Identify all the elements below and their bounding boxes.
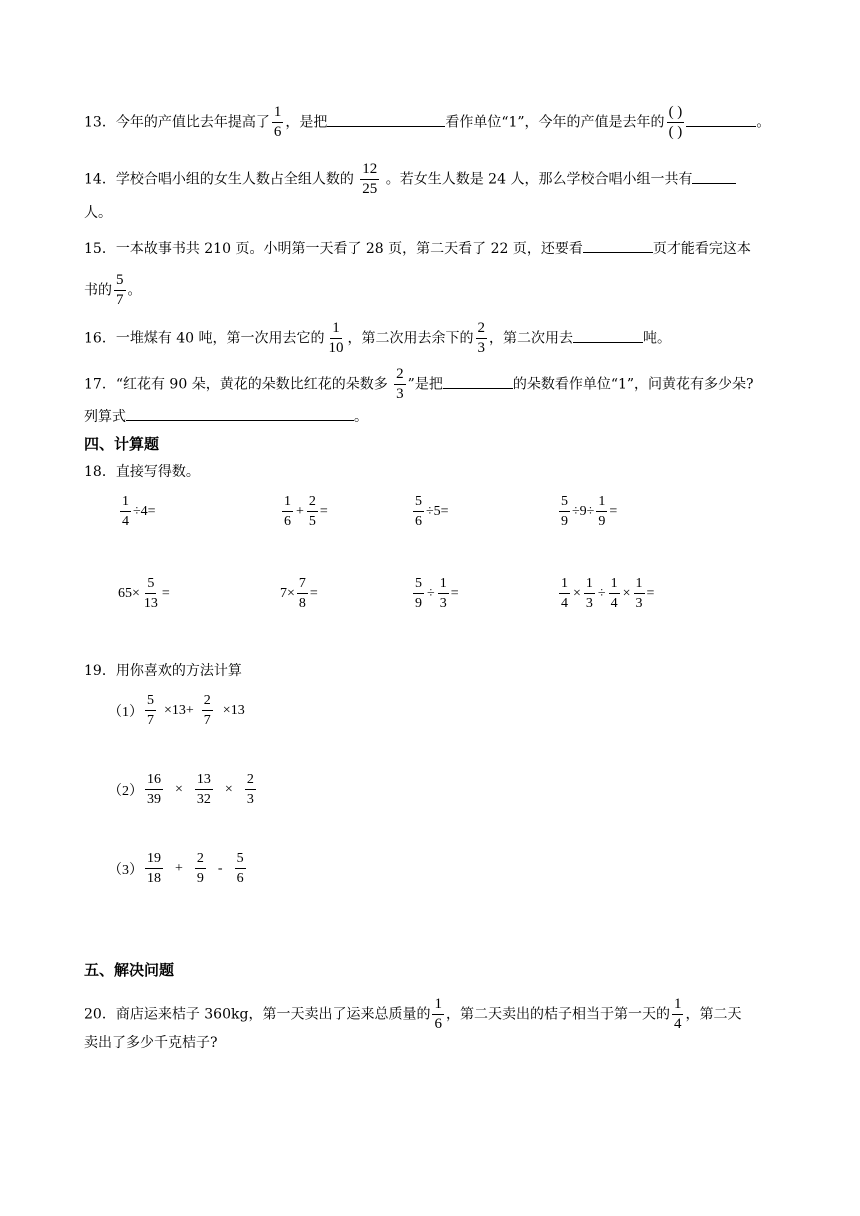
- question-number: 17．: [84, 376, 116, 393]
- question-18: 18．直接写得数。: [84, 464, 200, 480]
- fraction-blank[interactable]: $\frac{( )}{( )}$: [668, 104, 683, 140]
- fraction: $\frac{12}{25}$: [362, 161, 378, 197]
- fraction: $\frac{1}{6}$: [434, 996, 442, 1032]
- question-13: 13．今年的产值比去年提高了 $\frac{1}{6}$ ，是把 看作单位“1”，今年的产值是去年的 $\frac{( )}{( )}$ 。: [84, 104, 771, 140]
- fraction: $\frac{2}{3}$: [396, 366, 404, 402]
- calc-item: 7× $\frac{7}{8}$ =: [280, 576, 318, 611]
- fraction: $\frac{1}{4}$: [673, 996, 682, 1032]
- fraction: $\frac{1}{6}$: [273, 104, 282, 140]
- question-number: 16．: [84, 330, 116, 347]
- answer-blank[interactable]: [686, 112, 756, 127]
- answer-blank[interactable]: [443, 374, 513, 389]
- question-17: 17．“红花有 90 朵，黄花的朵数比红花的朵数多 $\frac{2}{3}$ ”是把 的朵数看作单位“1”，问黄花有多少朵?: [84, 366, 754, 402]
- calc-item: $\frac{1}{4}$ × $\frac{1}{3}$ ÷ $\frac{1}{4}$ × $\frac{1}{3}$ =: [561, 576, 655, 611]
- question-14-cont: 人。: [84, 205, 112, 221]
- question-number: 18．: [84, 464, 116, 480]
- answer-blank[interactable]: [583, 238, 653, 253]
- fraction: $\frac{1}{10}$: [328, 320, 344, 356]
- calc-item: $\frac{5}{6}$ ÷5=: [415, 494, 449, 529]
- question-15: 15．一本故事书共 210 页。小明第一天看了 28 页，第二天看了 22 页，还要看 页才能看完这本: [84, 238, 751, 259]
- calc-item: $\frac{5}{9}$ ÷ $\frac{1}{3}$ =: [415, 576, 459, 611]
- question-number: 19．: [84, 663, 116, 679]
- question-17-cont: 列算式 。: [84, 406, 368, 427]
- question-20: 20．商店运来桔子 360kg，第一天卖出了运来总质量的 $\frac{1}{6}$ ，第二天卖出的桔子相当于第一天的 $\frac{1}{4}$ ，第二天: [84, 996, 742, 1032]
- calc-item: $\frac{1}{6}$ + $\frac{2}{5}$ =: [284, 494, 328, 529]
- answer-blank[interactable]: [692, 169, 736, 184]
- question-number: 15．: [84, 241, 116, 257]
- calc-part-1: （1） $\frac{5}{7}$ ×13+ $\frac{2}{7}$ ×13: [108, 693, 245, 728]
- question-19: 19．用你喜欢的方法计算: [84, 663, 242, 679]
- fraction: $\frac{2}{3}$: [477, 320, 486, 356]
- question-14: 14．学校合唱小组的女生人数占全组人数的 $\frac{12}{25}$ 。若女生人数是 24 人，那么学校合唱小组一共有: [84, 161, 736, 198]
- answer-blank[interactable]: [327, 112, 445, 127]
- calc-item: $\frac{1}{4}$ ÷4=: [122, 494, 156, 529]
- fraction: $\frac{5}{7}$: [116, 272, 124, 308]
- calc-part-2: （2） $\frac{16}{39}$ × $\frac{13}{32}$ × $\frac{2}{3}$: [108, 772, 254, 807]
- question-number: 20．: [84, 1006, 116, 1023]
- answer-blank[interactable]: [573, 328, 643, 343]
- calc-item: 65× $\frac{5}{13}$ =: [118, 576, 170, 611]
- answer-blank-formula[interactable]: [126, 406, 354, 421]
- section-heading-calculation: 四、计算题: [84, 435, 160, 453]
- question-16: 16．一堆煤有 40 吨，第一次用去它的 $\frac{1}{10}$ ，第二次用去余下的 $\frac{2}{3}$ ，第二次用去 吨。: [84, 320, 672, 356]
- question-number: 13．: [84, 114, 116, 131]
- calc-item: $\frac{5}{9}$ ÷9÷ $\frac{1}{9}$ =: [561, 494, 618, 529]
- calc-part-3: （3） $\frac{19}{18}$ + $\frac{2}{9}$ - $\frac{5}{6}$: [108, 851, 244, 886]
- question-15-cont: 书的 $\frac{5}{7}$ 。: [84, 272, 142, 308]
- question-20-cont: 卖出了多少千克桔子?: [84, 1035, 218, 1051]
- question-number: 14．: [84, 171, 116, 188]
- section-heading-problem-solving: 五、解决问题: [84, 961, 175, 979]
